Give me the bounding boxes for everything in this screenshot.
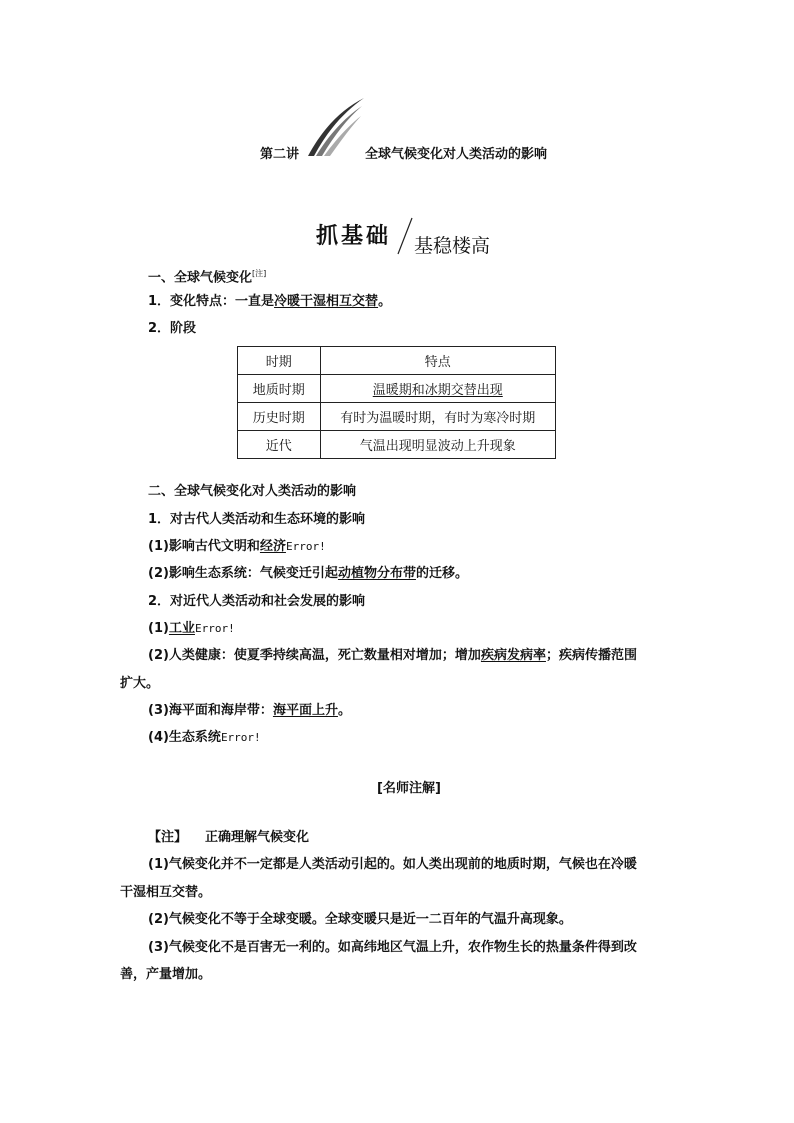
- section2-sub2: 2．对近代人类活动和社会发展的影响: [148, 594, 366, 609]
- table-cell-feature: 有时为温暖时期，有时为寒冷时期: [320, 403, 556, 431]
- table-cell-period: 历史时期: [238, 403, 321, 431]
- section1-item1: 1．变化特点：一直是冷暖干湿相互交替。: [148, 294, 392, 309]
- note1-line1: (1)气候变化并不一定都是人类活动引起的。如人类出现前的地质时期，气候也在冷暖: [148, 857, 637, 872]
- notes-heading: [名师注解]: [377, 781, 441, 796]
- table-header-cell: 时期: [238, 347, 321, 375]
- table-cell-feature: 气温出现明显波动上升现象: [320, 431, 556, 459]
- section2-p1: (1)影响古代文明和经济Error!: [148, 539, 326, 554]
- table-row: [238, 431, 556, 459]
- banner-sub-text: 基稳楼高: [414, 235, 491, 257]
- item1-key-term: 冷暖干湿相互交替: [274, 294, 379, 309]
- error-text: Error!: [285, 540, 326, 553]
- p1-key-term: 经济: [259, 539, 286, 554]
- p5-key-term: 海平面上升: [272, 703, 338, 718]
- section2-p4-line2: 扩大。: [120, 676, 160, 691]
- p2-key-term: 动植物分布带: [337, 566, 416, 581]
- note2: (2)气候变化不等于全球变暖。全球变暖只是近一二百年的气温升高现象。: [148, 912, 572, 927]
- banner-main-text: 抓基础: [316, 224, 392, 249]
- swoosh-decoration-icon: [304, 96, 366, 158]
- note-mark: [注]: [252, 269, 267, 278]
- table-cell-period: 近代: [238, 431, 321, 459]
- p3-key-term: 工业: [168, 621, 195, 636]
- section2-p5: (3)海平面和海岸带：海平面上升。: [148, 703, 351, 718]
- note3-line1: (3)气候变化不是百害无一利的。如高纬地区气温上升，农作物生长的热量条件得到改: [148, 940, 637, 955]
- note1-line2: 干湿相互交替。: [120, 885, 212, 900]
- note-title: 正确理解气候变化: [205, 830, 310, 845]
- table-header-cell: 特点: [320, 347, 556, 375]
- section2-p6: (4)生态系统Error!: [148, 730, 261, 745]
- section2-sub1: 1．对古代人类活动和生态环境的影响: [148, 512, 366, 527]
- section1-heading: 一、全球气候变化[注]: [148, 269, 267, 286]
- error-text: Error!: [220, 731, 261, 744]
- stage-table: [237, 346, 556, 459]
- error-text: Error!: [194, 622, 235, 635]
- lesson-number: 第二讲: [260, 147, 300, 162]
- section2-p4-line1: (2)人类健康：使夏季持续高温，死亡数量相对增加；增加疾病发病率；疾病传播范围: [148, 648, 637, 663]
- note3-line2: 善，产量增加。: [120, 967, 212, 982]
- section2-p2: (2)影响生态系统：气候变迁引起动植物分布带的迁移。: [148, 566, 468, 581]
- note-tag: 【注】: [148, 830, 188, 845]
- banner-slash-icon: [396, 216, 414, 256]
- lesson-title: 全球气候变化对人类活动的影响: [365, 147, 548, 162]
- table-cell-feature: 温暖期和冰期交替出现: [320, 375, 556, 403]
- section2-p3: (1)工业Error!: [148, 621, 235, 636]
- table-row: [238, 403, 556, 431]
- p4-key-term: 疾病发病率: [480, 648, 546, 663]
- table-header-row: [238, 347, 556, 375]
- table-row: [238, 375, 556, 403]
- section2-heading: 二、全球气候变化对人类活动的影响: [148, 484, 357, 499]
- table-cell-period: 地质时期: [238, 375, 321, 403]
- section1-item2: 2．阶段: [148, 321, 197, 336]
